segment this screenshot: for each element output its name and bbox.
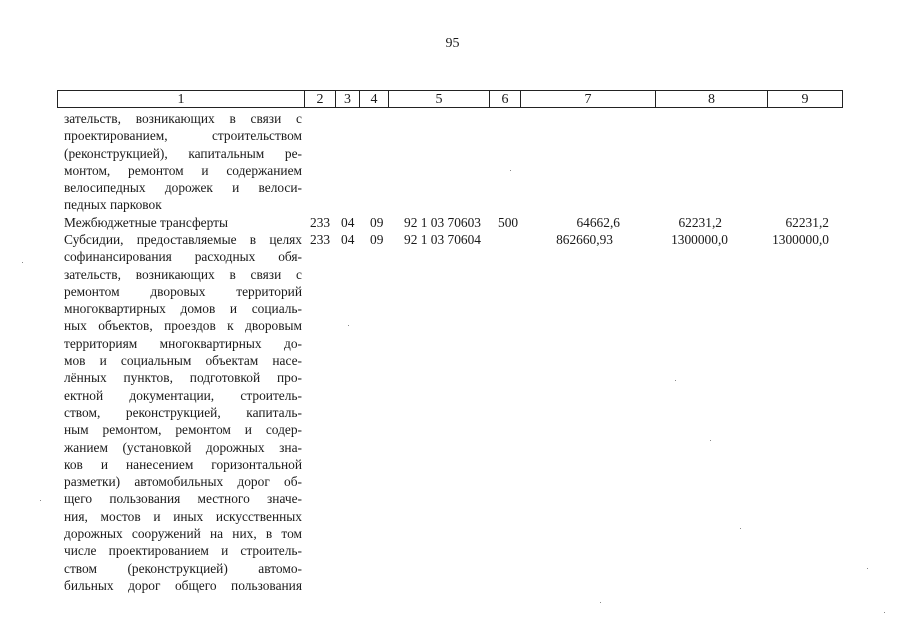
scan-speck [510, 170, 511, 171]
header-col-3: 3 [336, 91, 360, 107]
scan-speck [675, 380, 676, 381]
table-row-description [64, 214, 302, 231]
description-line: ков и нанесением горизонтальной [64, 456, 302, 472]
description-line: ных объектов, проездов к дворовым [64, 318, 302, 334]
row-1-col-3: 04 [341, 215, 355, 230]
description-line: педных парковок [64, 197, 162, 213]
scan-speck [884, 612, 885, 613]
row-2-col-9: 1300000,0 [772, 232, 829, 247]
scan-speck [348, 325, 349, 326]
description-line: зательств, возникающих в связи с [64, 266, 302, 282]
row-2-col-8: 1300000,0 [671, 232, 728, 247]
header-col-6: 6 [490, 91, 521, 107]
header-col-5: 5 [389, 91, 490, 107]
description-line: дорожных сооружений на них, в том [64, 526, 302, 542]
description-line: проектированием, строительством [64, 128, 302, 144]
row-2-col-4: 09 [370, 232, 384, 247]
row-1-col-8: 62231,2 [678, 215, 722, 230]
description-line: ным ремонтом, ремонтом и содер- [64, 422, 302, 438]
description-line: монтом, ремонтом и содержанием [64, 162, 302, 178]
description-line: ством, реконструкцией, капиталь- [64, 404, 302, 420]
description-line: щего пользования местного значе- [64, 491, 302, 507]
description-line: разметки) автомобильных дорог об- [64, 474, 302, 490]
description-line: лённых пунктов, подготовкой про- [64, 370, 302, 386]
scan-speck [710, 440, 711, 441]
description-line: числе проектированием и строитель- [64, 543, 302, 559]
description-line: ектной документации, строитель- [64, 387, 302, 403]
description-line: ремонтом дворовых территорий [64, 283, 302, 299]
description-line: территориям многоквартирных до- [64, 335, 302, 351]
header-col-9: 9 [801, 92, 809, 107]
row-1-col-2: 233 [310, 215, 331, 230]
description-line: мов и социальным объектам насе- [64, 353, 302, 369]
header-col-4: 4 [360, 91, 389, 107]
scan-speck [600, 602, 601, 603]
row-2-col-3: 04 [341, 232, 355, 247]
description-line: бильных дорог общего пользования [64, 577, 302, 593]
row-1-col-4: 09 [370, 215, 384, 230]
description-line: зательств, возникающих в связи с [64, 111, 302, 126]
row-1-col-5: 92 1 03 70603 [404, 215, 481, 230]
description-line: софинансирования расходных обя- [64, 249, 302, 265]
scan-speck [740, 528, 741, 529]
description-line: велосипедных дорожек и велоси- [64, 180, 302, 196]
table-row-description [64, 231, 302, 594]
header-col-2: 2 [305, 91, 336, 107]
scan-speck [40, 500, 41, 501]
table-header-row [57, 90, 843, 108]
header-col-7: 7 [521, 91, 656, 107]
description-line: ством (реконструкцией) автомо- [64, 560, 302, 576]
table-row-description [64, 110, 302, 214]
description-line: ния, мостов и иных искусственных [64, 508, 302, 524]
header-col-1: 1 [58, 91, 305, 107]
description-line: жанием (установкой дорожных зна- [64, 439, 302, 455]
page-number: 95 [445, 36, 460, 51]
header-col-8: 8 [656, 91, 768, 107]
row-1-col-9: 62231,2 [785, 215, 829, 230]
scan-speck [22, 262, 23, 263]
scan-speck [867, 568, 868, 569]
row-2-col-7: 862660,93 [556, 232, 613, 247]
row-1-col-7: 64662,6 [576, 215, 620, 230]
description-line: многоквартирных домов и социаль- [64, 301, 302, 317]
description-line: Межбюджетные трансферты [64, 215, 228, 230]
row-1-col-6: 500 [498, 215, 519, 230]
description-line: (реконструкцией), капитальным ре- [64, 145, 302, 161]
row-2-col-5: 92 1 03 70604 [404, 232, 481, 247]
description-line: Субсидии, предоставляемые в целях [64, 232, 302, 247]
row-2-col-2: 233 [310, 232, 331, 247]
